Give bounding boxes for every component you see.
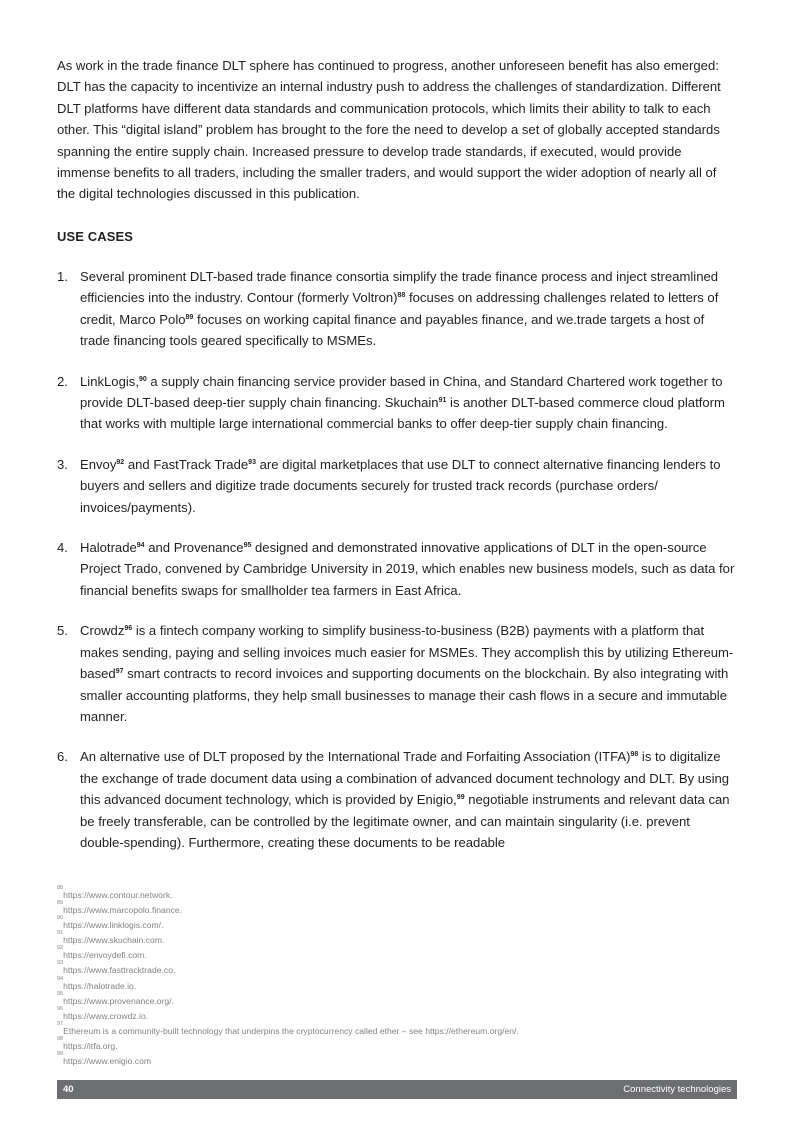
use-case-number: 5. bbox=[57, 623, 68, 639]
use-case-item bbox=[57, 746, 737, 853]
footnote-number: 99 bbox=[57, 1051, 64, 1058]
footnote-ref[interactable]: 95 bbox=[243, 542, 252, 550]
footnote-ref[interactable]: 92 bbox=[116, 458, 125, 466]
footnote-number: 91 bbox=[57, 930, 64, 937]
page-footer bbox=[57, 1080, 737, 1099]
footnote-text[interactable]: https://www.marcopolo.finance. bbox=[63, 905, 183, 916]
footnote-text[interactable]: https://www.contour.network. bbox=[63, 890, 173, 900]
footnote-ref[interactable]: 99 bbox=[456, 794, 465, 802]
use-case-number: 3. bbox=[57, 456, 68, 472]
footnote-item bbox=[57, 900, 737, 918]
footnote-text[interactable]: https://www.provenance.org/. bbox=[63, 995, 174, 1006]
use-case-text: LinkLogis,$^{90}$ a supply chain financing service provider based in China, and Standard Chartered work together to provide DLT-based deep-tier supply chain financing. Skuchain$^{91}$ is another DLT-based commerce cloud platform that works with multiple large international commercial banks to offer deep-tier supply chain financing. bbox=[80, 373, 725, 432]
footnote-item bbox=[57, 1035, 737, 1054]
use-case-number: 6. bbox=[57, 749, 68, 765]
footnote-item bbox=[57, 915, 737, 933]
footnote-number: 93 bbox=[57, 960, 64, 967]
footnote-item bbox=[57, 975, 737, 994]
footnote-number: 98 bbox=[57, 1035, 64, 1042]
footnote-number: 95 bbox=[57, 990, 64, 997]
footnote-text[interactable]: https://www.linklogis.com/. bbox=[63, 920, 164, 931]
footnote-ref[interactable]: 93 bbox=[248, 458, 256, 466]
footnote-number: 96 bbox=[57, 1005, 64, 1012]
use-case-text: Several prominent DLT-based trade finance consortia simplify the trade finance process and inject streamlined efficiencies into the industry. Contour (formerly Voltron)$^{88}$ focuses on addressing challenges related to letters of credit, Marco Polo$^{89}$ focuses on working capital finance and payables finance, and we.trade targets a host of trade financing tools geared specifically to MSMEs. bbox=[80, 269, 719, 349]
page-number: 40 bbox=[63, 1084, 74, 1095]
use-cases-heading: USE CASES bbox=[57, 229, 134, 244]
footnote-ref[interactable]: 96 bbox=[124, 625, 133, 633]
footnote-number: 89 bbox=[57, 900, 64, 907]
use-case-number: 4. bbox=[57, 540, 68, 556]
use-case-item bbox=[57, 620, 737, 727]
use-case-text: Halotrade$^{94}$ and Provenance$^{95}$ designed and demonstrated innovative applications of DLT in the open-source Project Trado, convened by Cambridge University in 2019, which enables new business models, such as data for financial benefits swaps for smallholder tea farmers in East Africa. bbox=[80, 540, 735, 598]
footnotes bbox=[57, 885, 737, 1069]
footnote-text[interactable]: https://www.enigio.com bbox=[63, 1056, 152, 1067]
footnote-item bbox=[57, 885, 737, 903]
footnote-text[interactable]: https://envoydefi.com. bbox=[63, 950, 147, 961]
footnote-ref[interactable]: 97 bbox=[115, 668, 124, 676]
footnote-text[interactable]: https://itfa.org. bbox=[63, 1040, 118, 1051]
footnote-number: 92 bbox=[57, 945, 64, 952]
footnote-ref[interactable]: 98 bbox=[630, 751, 639, 759]
intro-paragraph: As work in the trade finance DLT sphere has continued to progress, another unforeseen benefit has also emerged: DLT has the capacity to incentivize an internal industry push to address the challenges of standardization. Different DLT platforms have different data standards and communication protocols, which limits their ability to talk to each other. This “digital island” problem has brought to the fore the need to develop a set of globally accepted standards spanning the entire supply chain. Increased pressure to develop trade standards, if executed, would provide immense benefits to all traders, including the smaller traders, and would support the wider adoption of nearly all of the digital technologies discussed in this publication. bbox=[57, 58, 721, 202]
footnote-item bbox=[57, 1020, 737, 1039]
footnote-item bbox=[57, 1005, 737, 1024]
footnote-item bbox=[57, 930, 737, 948]
use-case-number: 1. bbox=[57, 269, 68, 284]
footnote-text[interactable]: https://www.fasttracktrade.co. bbox=[63, 965, 176, 976]
footnote-ref[interactable]: 89 bbox=[185, 313, 194, 321]
footnote-ref[interactable]: 91 bbox=[438, 397, 447, 405]
use-case-text: An alternative use of DLT proposed by the International Trade and Forfaiting Association (ITFA)$^{98}$ is to digitalize the exchange of trade document data using a combination of advanced document technology and DLT. By using this advanced document technology, which is provided by Enigio,$^{99}$ negotiable instruments and relevant data can be freely transferable, can be controlled by the legitimate owner, and can maintain singularity (i.e. prevent double-spending). Furthermore, creating these documents to be readable bbox=[80, 749, 730, 850]
section-title: Connectivity technologies bbox=[623, 1084, 731, 1095]
use-case-text: Crowdz$^{96}$ is a fintech company working to simplify business-to-business (B2B) payments with a platform that makes sending, paying and selling invoices much easier for MSMEs. They accomplish this by utilizing Ethereum-based$^{97}$ smart contracts to record invoices and supporting documents on the blockchain. By also integrating with smaller accounting platforms, they help small businesses to manage their cash flows in a secure and immutable manner. bbox=[80, 623, 734, 724]
footnote-number: 88 bbox=[57, 885, 64, 891]
use-case-item bbox=[57, 371, 737, 435]
footnote-number: 90 bbox=[57, 915, 64, 922]
use-case-item bbox=[57, 266, 737, 352]
footnote-item bbox=[57, 1051, 737, 1069]
footnote-number: 94 bbox=[57, 975, 64, 982]
use-case-item bbox=[57, 454, 737, 518]
footnote-item bbox=[57, 945, 737, 963]
use-case-number: 2. bbox=[57, 373, 68, 389]
use-cases-list bbox=[57, 266, 737, 872]
footnote-ref[interactable]: 88 bbox=[397, 292, 406, 300]
footnote-text[interactable]: https://www.crowdz.io. bbox=[63, 1010, 149, 1021]
footnote-text[interactable]: https://halotrade.io. bbox=[63, 980, 137, 991]
footnote-text[interactable]: https://www.skuchain.com. bbox=[63, 935, 165, 946]
footnote-ref[interactable]: 94 bbox=[136, 542, 145, 550]
footnote-item bbox=[57, 960, 737, 978]
use-case-text: Envoy$^{92}$ and FastTrack Trade$^{93}$ are digital marketplaces that use DLT to connect alternative financing lenders to buyers and sellers and digitize trade documents securely for trusted track records (purchase orders/ invoices/payments). bbox=[80, 456, 721, 515]
footnote-number: 97 bbox=[57, 1020, 64, 1027]
use-case-item bbox=[57, 537, 737, 601]
footnote-ref[interactable]: 90 bbox=[138, 375, 147, 383]
footnote-item bbox=[57, 990, 737, 1009]
footnote-text[interactable]: Ethereum is a community-built technology that underpins the cryptocurrency called ether – see https://ethereum.org/en/. bbox=[63, 1025, 519, 1036]
